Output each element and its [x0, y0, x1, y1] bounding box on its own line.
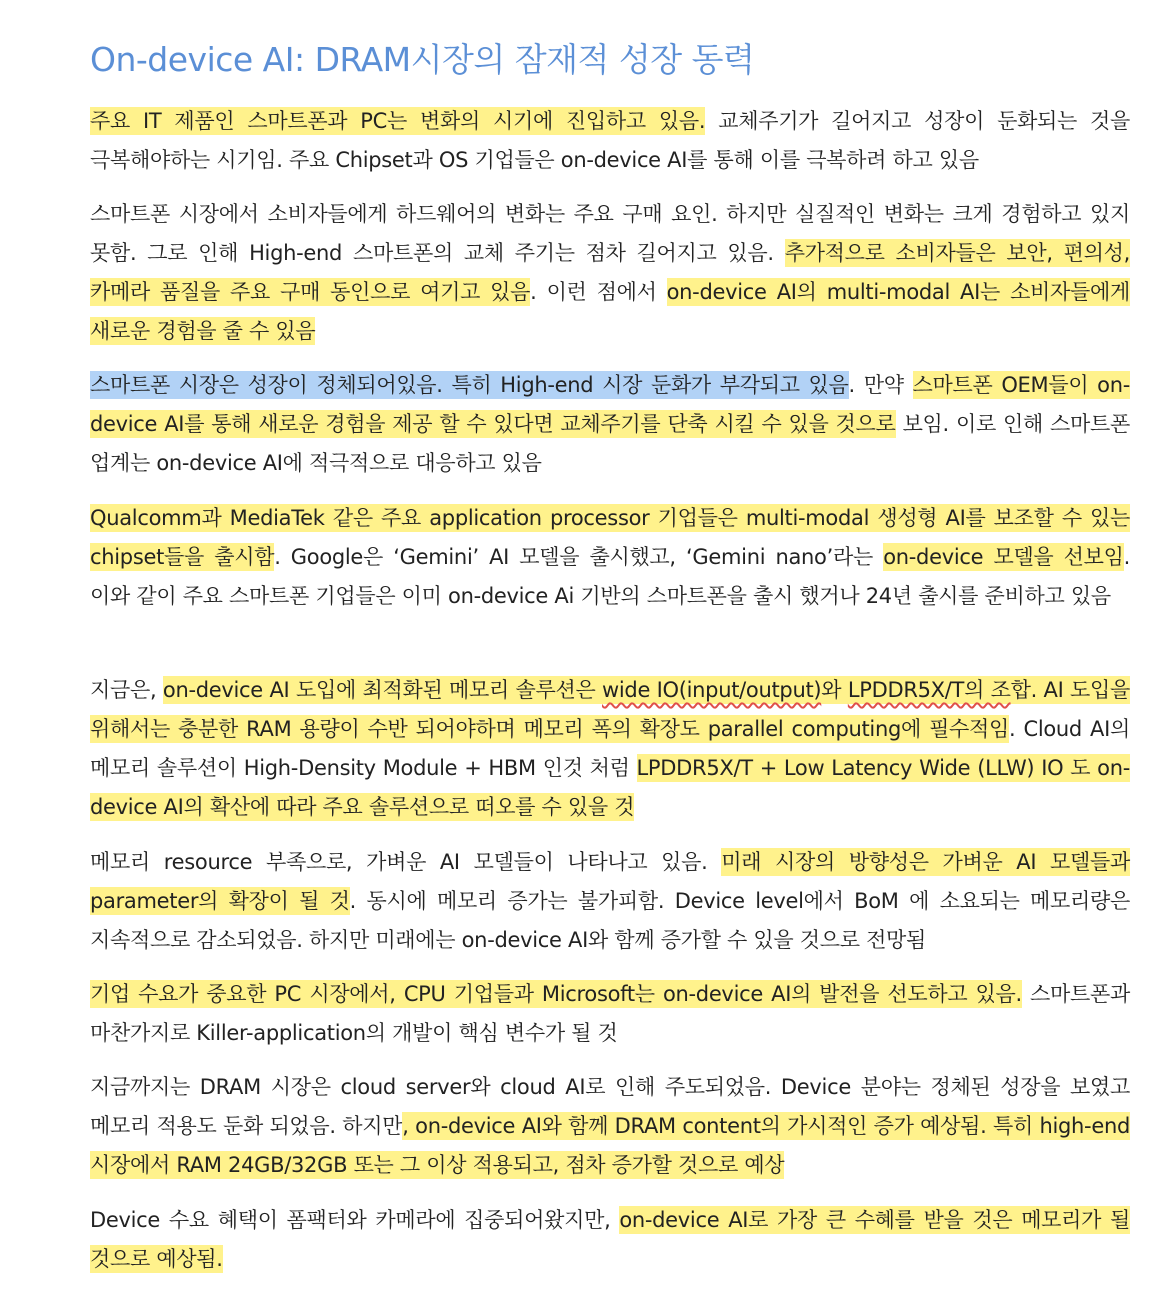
highlighted-text: on-device AI 도입에 최적화된 메모리 솔루션은	[162, 678, 602, 702]
highlighted-text: 스마트폰 시장은 성장이 정체되어있음. 특히 High-end 시장 둔화가 부각되고 있음	[90, 373, 849, 397]
highlighted-text: 미래 시장의 방향성은 가벼운 AI 모델들과 parameter의 확장이 될 것	[90, 850, 1130, 913]
paragraph-6	[90, 843, 1130, 960]
body-text: . 동시에 메모리 증가는 불가피함. Device level에서 BoM 에 소요되는 메모리량은 지속적으로 감소되었음. 하지만 미래에는 on-device AI와 함께 증가할 수 있을 것으로 전망됨	[90, 889, 1130, 952]
body-text: . Google은 ‘Gemini’ AI 모델을 출시했고, ‘Gemini nano’라는	[274, 545, 884, 569]
highlighted-text: 기업 수요가 중요한 PC 시장에서, CPU 기업들과 Microsoft는 on-device AI의 발전을 선도하고 있음.	[90, 982, 1022, 1006]
highlighted-text: on-device AI의 multi-modal AI는 소비자들에게 새로운 경험을 줄 수 있음	[90, 280, 1130, 343]
paragraph-5	[90, 671, 1130, 827]
paragraph-7	[90, 975, 1130, 1053]
highlighted-text: LPDDR5X/T + Low Latency Wide (LLW) IO 도 on-device AI의 확산에 따라 주요 솔루션으로 떠오를 수 있을 것	[90, 756, 1131, 819]
highlighted-text: 추가적으로 소비자들은 보안, 편의성, 카메라 품질을 주요 구매 동인으로 여기고 있음	[90, 241, 1131, 304]
body-text: 스마트폰 시장에서 소비자들에게 하드웨어의 변화는 주요 구매 요인. 하지만 실질적인 변화는 크게 경험하고 있지 못함. 그로 인해 High-end 스마트폰의 교체 주기는 점차 길어지고 있음.	[90, 202, 1130, 265]
highlighted-text: 스마트폰 OEM들이 on-device AI를 통해 새로운 경험을 제공 할 수 있다면 교체주기를 단축 시킬 수 있을 것으로	[90, 373, 1130, 436]
body-text: 보임. 이로 인해 스마트폰 업계는 on-device AI에 적극적으로 대응하고 있음	[90, 412, 1130, 475]
paragraph-2	[90, 195, 1130, 351]
highlighted-text: , on-device AI와 함께 DRAM content의 가시적인 증가 예상됨. 특히 high-end 시장에서 RAM 24GB/32GB 또는 그 이상 적용되고, 점차 증가할 것으로 예상	[90, 1114, 1130, 1177]
body-text: . 이런 점에서	[530, 280, 667, 304]
body-text: . Cloud AI의 메모리 솔루션이 High-Density Module + HBM 인것 처럼	[90, 717, 1130, 780]
body-text: 메모리 resource 부족으로, 가벼운 AI 모델들이 나타나고 있음.	[90, 850, 722, 874]
body-text: . 이와 같이 주요 스마트폰 기업들은 이미 on-device Ai 기반의 스마트폰을 출시 했거나 24년 출시를 준비하고 있음	[90, 545, 1130, 608]
paragraph-4	[90, 499, 1130, 616]
paragraph-3	[90, 366, 1130, 483]
highlighted-text: on-device AI로 가장 큰 수혜를 받을 것은 메모리가 될 것으로 예상됨.	[90, 1208, 1130, 1271]
body-text: 교체주기가 길어지고 성장이 둔화되는 것을 극복해야하는 시기임. 주요 Chipset과 OS 기업들은 on-device AI를 통해 이를 극복하려 하고 있음	[90, 109, 1131, 172]
paragraph-8	[90, 1068, 1130, 1185]
body-text: 지금까지는 DRAM 시장은 cloud server와 cloud AI로 인해 주도되었음. Device 분야는 정체된 성장을 보였고 메모리 적용도 둔화 되었음. 하지만	[90, 1075, 1130, 1138]
highlighted-text: wide IO(input/output)	[602, 678, 822, 702]
highlighted-text: on-device 모델을 선보임	[883, 545, 1124, 569]
highlighted-text: 합. AI 도입을 위해서는 충분한 RAM 용량이 수반 되어야하며 메모리 폭의 확장도 parallel computing에 필수적임	[90, 678, 1130, 741]
body-text: Device 수요 혜택이 폼팩터와 카메라에 집중되어왔지만,	[90, 1208, 620, 1232]
highlighted-text: LPDDR5X/T의 조	[847, 678, 1011, 702]
highlighted-text: 와	[821, 678, 848, 702]
highlighted-text: Qualcomm과 MediaTek 같은 주요 application processor 기업들은 multi-modal 생성형 AI를 보조할 수 있는 chipset들을 출시함	[90, 506, 1130, 569]
body-text: 스마트폰과 마찬가지로 Killer-application의 개발이 핵심 변수가 될 것	[90, 982, 1130, 1045]
highlighted-text: 주요 IT 제품인 스마트폰과 PC는 변화의 시기에 진입하고 있음.	[90, 109, 706, 133]
paragraph-1	[90, 102, 1130, 180]
body-text: 지금은,	[90, 678, 163, 702]
paragraph-9	[90, 1201, 1130, 1279]
document-title: On-device AI: DRAM시장의 잠재적 성장 동력	[90, 40, 755, 79]
body-text: . 만약	[848, 373, 913, 397]
